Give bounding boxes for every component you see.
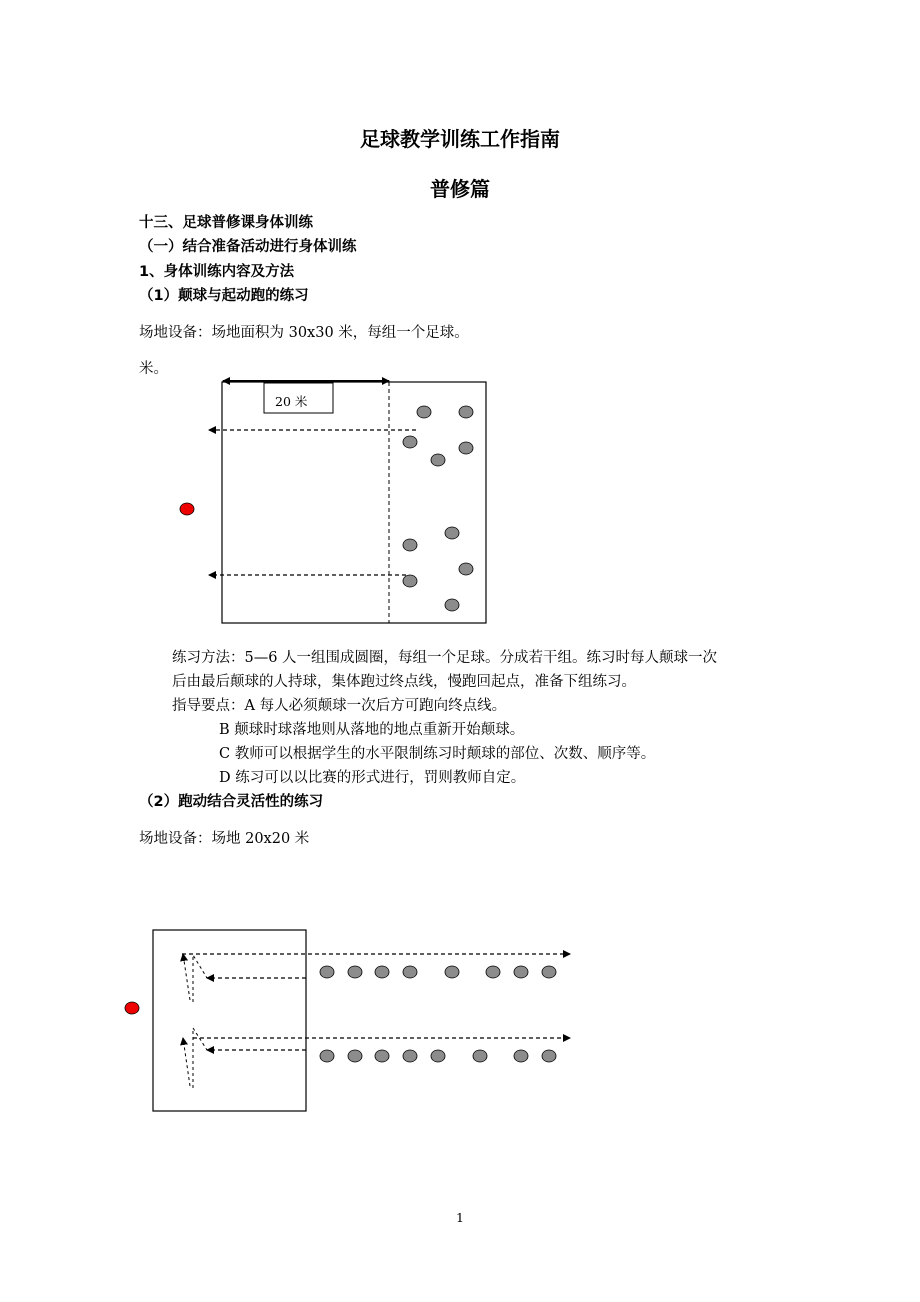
player-marker <box>514 966 528 978</box>
player-marker <box>445 966 459 978</box>
player-marker <box>375 966 389 978</box>
page-number: 1 <box>456 1210 464 1225</box>
zigzag-arrow-bottom <box>183 1038 190 1086</box>
player-marker <box>348 966 362 978</box>
document-title: 足球教学训练工作指南 <box>360 127 560 151</box>
player-marker <box>375 1050 389 1062</box>
exercise1-method-line2: 后由最后颠球的人持球，集体跑过终点线，慢跑回起点，准备下组练习。 <box>172 674 636 690</box>
player-marker <box>473 1050 487 1062</box>
zigzag-arrow-top <box>183 954 190 1000</box>
diagram1-distance-label: 20 米 <box>275 394 308 409</box>
player-marker <box>320 1050 334 1062</box>
document-subtitle: 普修篇 <box>430 177 490 201</box>
player-marker <box>348 1050 362 1062</box>
player-marker <box>542 1050 556 1062</box>
player-marker <box>431 1050 445 1062</box>
player-marker <box>320 966 334 978</box>
player-marker <box>542 966 556 978</box>
start-area <box>153 930 306 1111</box>
exercise1-equipment: 场地设备：场地面积为 30x30 米，每组一个足球。 <box>139 325 469 341</box>
zigzag-bottom <box>193 1028 207 1088</box>
player-marker <box>486 966 500 978</box>
exercise1-point-c: C 教师可以根据学生的水平限制练习时颠球的部位、次数、顺序等。 <box>219 746 656 762</box>
player-marker <box>514 1050 528 1062</box>
exercise1-points-intro: 指导要点：A 每人必须颠球一次后方可跑向终点线。 <box>172 698 507 714</box>
exercise1-heading: （1）颠球与起动跑的练习 <box>139 288 309 304</box>
exercise1-fragment: 米。 <box>139 361 168 377</box>
exercise1-point-b: B 颠球时球落地则从落地的地点重新开始颠球。 <box>219 722 525 738</box>
exercise1-point-d: D 练习可以以比赛的形式进行，罚则教师自定。 <box>219 770 526 786</box>
section-heading: 十三、足球普修课身体训练 <box>139 215 313 231</box>
subsection-heading: （一）结合准备活动进行身体训练 <box>139 239 357 255</box>
item-heading: 1、身体训练内容及方法 <box>139 264 295 280</box>
exercise2-heading: （2）跑动结合灵活性的练习 <box>139 794 324 810</box>
exercise1-method-line1: 练习方法：5—6 人一组围成圆圈，每组一个足球。分成若干组。练习时每人颠球一次 <box>172 650 718 666</box>
player-marker <box>403 966 417 978</box>
teacher-marker <box>125 1002 139 1014</box>
player-markers-2 <box>320 966 556 1062</box>
exercise2-equipment: 场地设备：场地 20x20 米 <box>139 831 310 847</box>
zigzag-top <box>193 955 207 1002</box>
player-marker <box>403 1050 417 1062</box>
